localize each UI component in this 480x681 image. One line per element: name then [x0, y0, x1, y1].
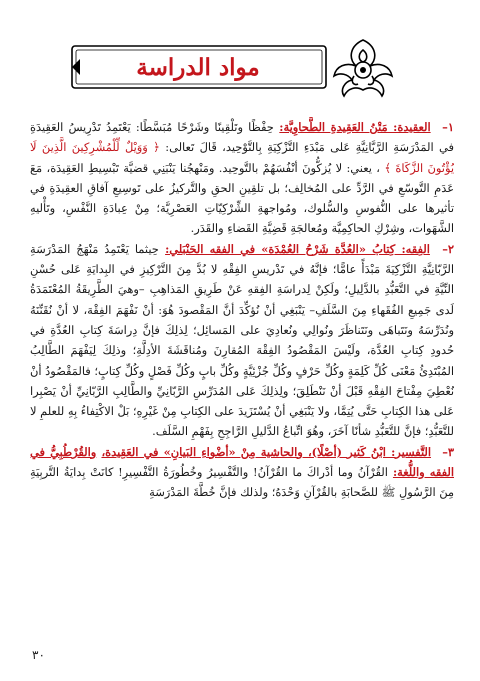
section-number: ٣–: [442, 444, 454, 459]
section-aqeedah: [30, 117, 454, 239]
section-lead: حِفْظًا وتَلْقِينًا وشَرْحًا مُبَسَّطًا:: [135, 120, 274, 134]
section-banner: [70, 44, 328, 90]
document-body: [30, 117, 454, 637]
paragraph-text: القُرْآنُ وما أدْراكَ ما القُرْآنُ! والتَّفْسِيرُ وخُطُورَةُ التَّفْسِيرِ! كانَتْ بِدايَةُ التَّربِيَةِ مِنَ الرَّسُولِ ﷺ للصَّحابَةِ بالقُرْآنِ وَحْدَهُ؛ ولذلك فإنَّ خُطَّةَ المَدْرَسَةِ: [30, 465, 454, 500]
section-tafsir: [30, 442, 454, 503]
section-heading: [159, 242, 454, 256]
page-number: ٣٠: [32, 648, 45, 662]
paragraph-text: ، يعني: لا يُزكُّونَ أنْفُسَهُمْ بالتَّوحِيد. ومَنْهجُنا يَنْبَنِي قضيَّة تَبْسِيطِ العَقِيدَة، مَعَ عَدَمِ التَّوسّعِ في الرَّدِّ على المُخالِف؛ بل تلقِينِ الحقِ والتَّركيزُ على تَوسِيعِ آفاقِ العقِيدَةِ في تأثيرها على النُّفوسِ والسُّلوك، ومُواجهةِ الشِّرْكِيّاتِ العَصْرِيَّة؛ مِنْ عِبادَةِ النَّفْسِ، وتَأْليهِ الشَّهَوات، وشِرْكِ الحاكِمِيَّة ومُعالجَةِ قَضِيَّةِ القَضاءِ والقَدَر.: [30, 160, 454, 236]
section-number: ١–: [442, 120, 454, 134]
paragraph-text: حِيثما يَعْتَمِدُ مَنْهَجُ المَدْرَسَةِ الرَّبّانِيَّةِ التَّزْكِيَةَ مَبْدَأً عامًّا؛ فإنَّهُ في تَدْريسِ الفِقْهِ لا بُدَّ مِنَ التَّرْكِيزِ في البِدايَةِ عَلى حُسْنِ النِّيَّةِ في التَّعَبُّدِ بالدَّلِيلِ؛ ولَكِنْ لِدراسَةِ الفِقهِ عَنْ طَرِيقِ المَذاهِبِ –وهيَ الطَّرِيقَةُ المُعْتَمَدَةُ لَدى جَمِيعِ الفُقَهاءِ مِنَ السَّلَفِ– يَنْبَغِي أنْ نُؤكِّدَ أنَّ المَقْصودَ هُوَ: أنْ نَفْهَمَ الفِقْهَ، لا أنْ نُقَنِّنَهُ ونُدَرِّسَهُ ونَتَباهَى ونَتَناظَرَ ونُوالِي ونُعادِيَ على المَسائِل؛ لِذلِكَ فإنَّ دِراسَةَ كِتابِ العُدَّةِ في حُدودِ كِتابِ العُدَّة، ولَيْسَ المَقْصُودُ الفِقْهَ المُقارِنَ ومُناقَشَةَ الأدِلَّةِ؛ وذلِكَ لِيَفْهَمَ الطَّالِبُ المُبْتَدِئُ مَعْنَى كُلِّ كَلِمَةٍ وكُلِّ حَرْفٍ وكُلِّ جُزْئِيَّةٍ وكُلِّ بابٍ وكُلِّ فَصْلٍ وكُلِّ كِتابٍ؛ فالمَقْصُودُ أنْ نُعْطِيَ مِفْتاحَ الفِقْهِ قَبْلَ أنْ نَنْطَلِقَ؛ ولِذلِكَ عَلى المُدَرِّسِ الرَّبّانِيِّ والطَّالِبِ الرَّبّانِيِّ أنْ يَصْبِرا عَلى هذا الكِتابِ حَتَّى يُتِمَّا، ولا يَنْبَغِي أنْ يُسْتَزَيدَ على الكِتابِ مِنْ غَيْرِهِ؛ بَلْ الاكْتِفاءُ بِهِ للعلمِ لا للتَّعَبُّدِ؛ فإنَّ للتَّعَبُّدِ شأنًا آخَرَ، وهُوَ اتِّباعُ الدَّليلِ الرَّاجِحِ بِفَهْمِ السَّلَف.: [30, 241, 454, 439]
arabesque-ornament-icon: [328, 36, 398, 100]
section-number: ٢–: [442, 241, 454, 256]
section-title: العقيدة: مَتْنُ العَقِيدةِ الطَّحاوِيَّة:: [279, 120, 431, 134]
section-fiqh: [30, 239, 454, 442]
section-title: التَّفسير: ابْنُ كَثير (أصْلًا)، والحاشية مِنْ «أضْواءِ البَيانِ» في العَقِيدة،: [101, 444, 432, 459]
page-title: مواد الدراسة: [136, 53, 260, 81]
paragraph-text: يَعْتَمِدُ تَدْرِيسُ العَقِيدَةِ في المَدْرَسَةِ الرَّبَّانِيَّةِ عَلى مَبْدَءِ التَّزْكِيَةِ بِالتَّوْحِيد، قَالَ تَعالى:: [30, 120, 454, 155]
section-title-continued: والقُرْطُبِيُّ في الفقه واللُّغة:: [30, 444, 454, 480]
section-heading: [274, 120, 454, 134]
quran-verse: ﴿ وَوَيْلٌ لِّلْمُشْرِكِينَ الَّذِينَ لَا يُؤْتُونَ الزَّكَاةَ ﴾: [30, 140, 454, 175]
section-title: الفِقه: كِتابُ «العُدَّة شَرْحُ العُمْدَة» في الفقه الحَنْبَلي:: [165, 241, 430, 256]
